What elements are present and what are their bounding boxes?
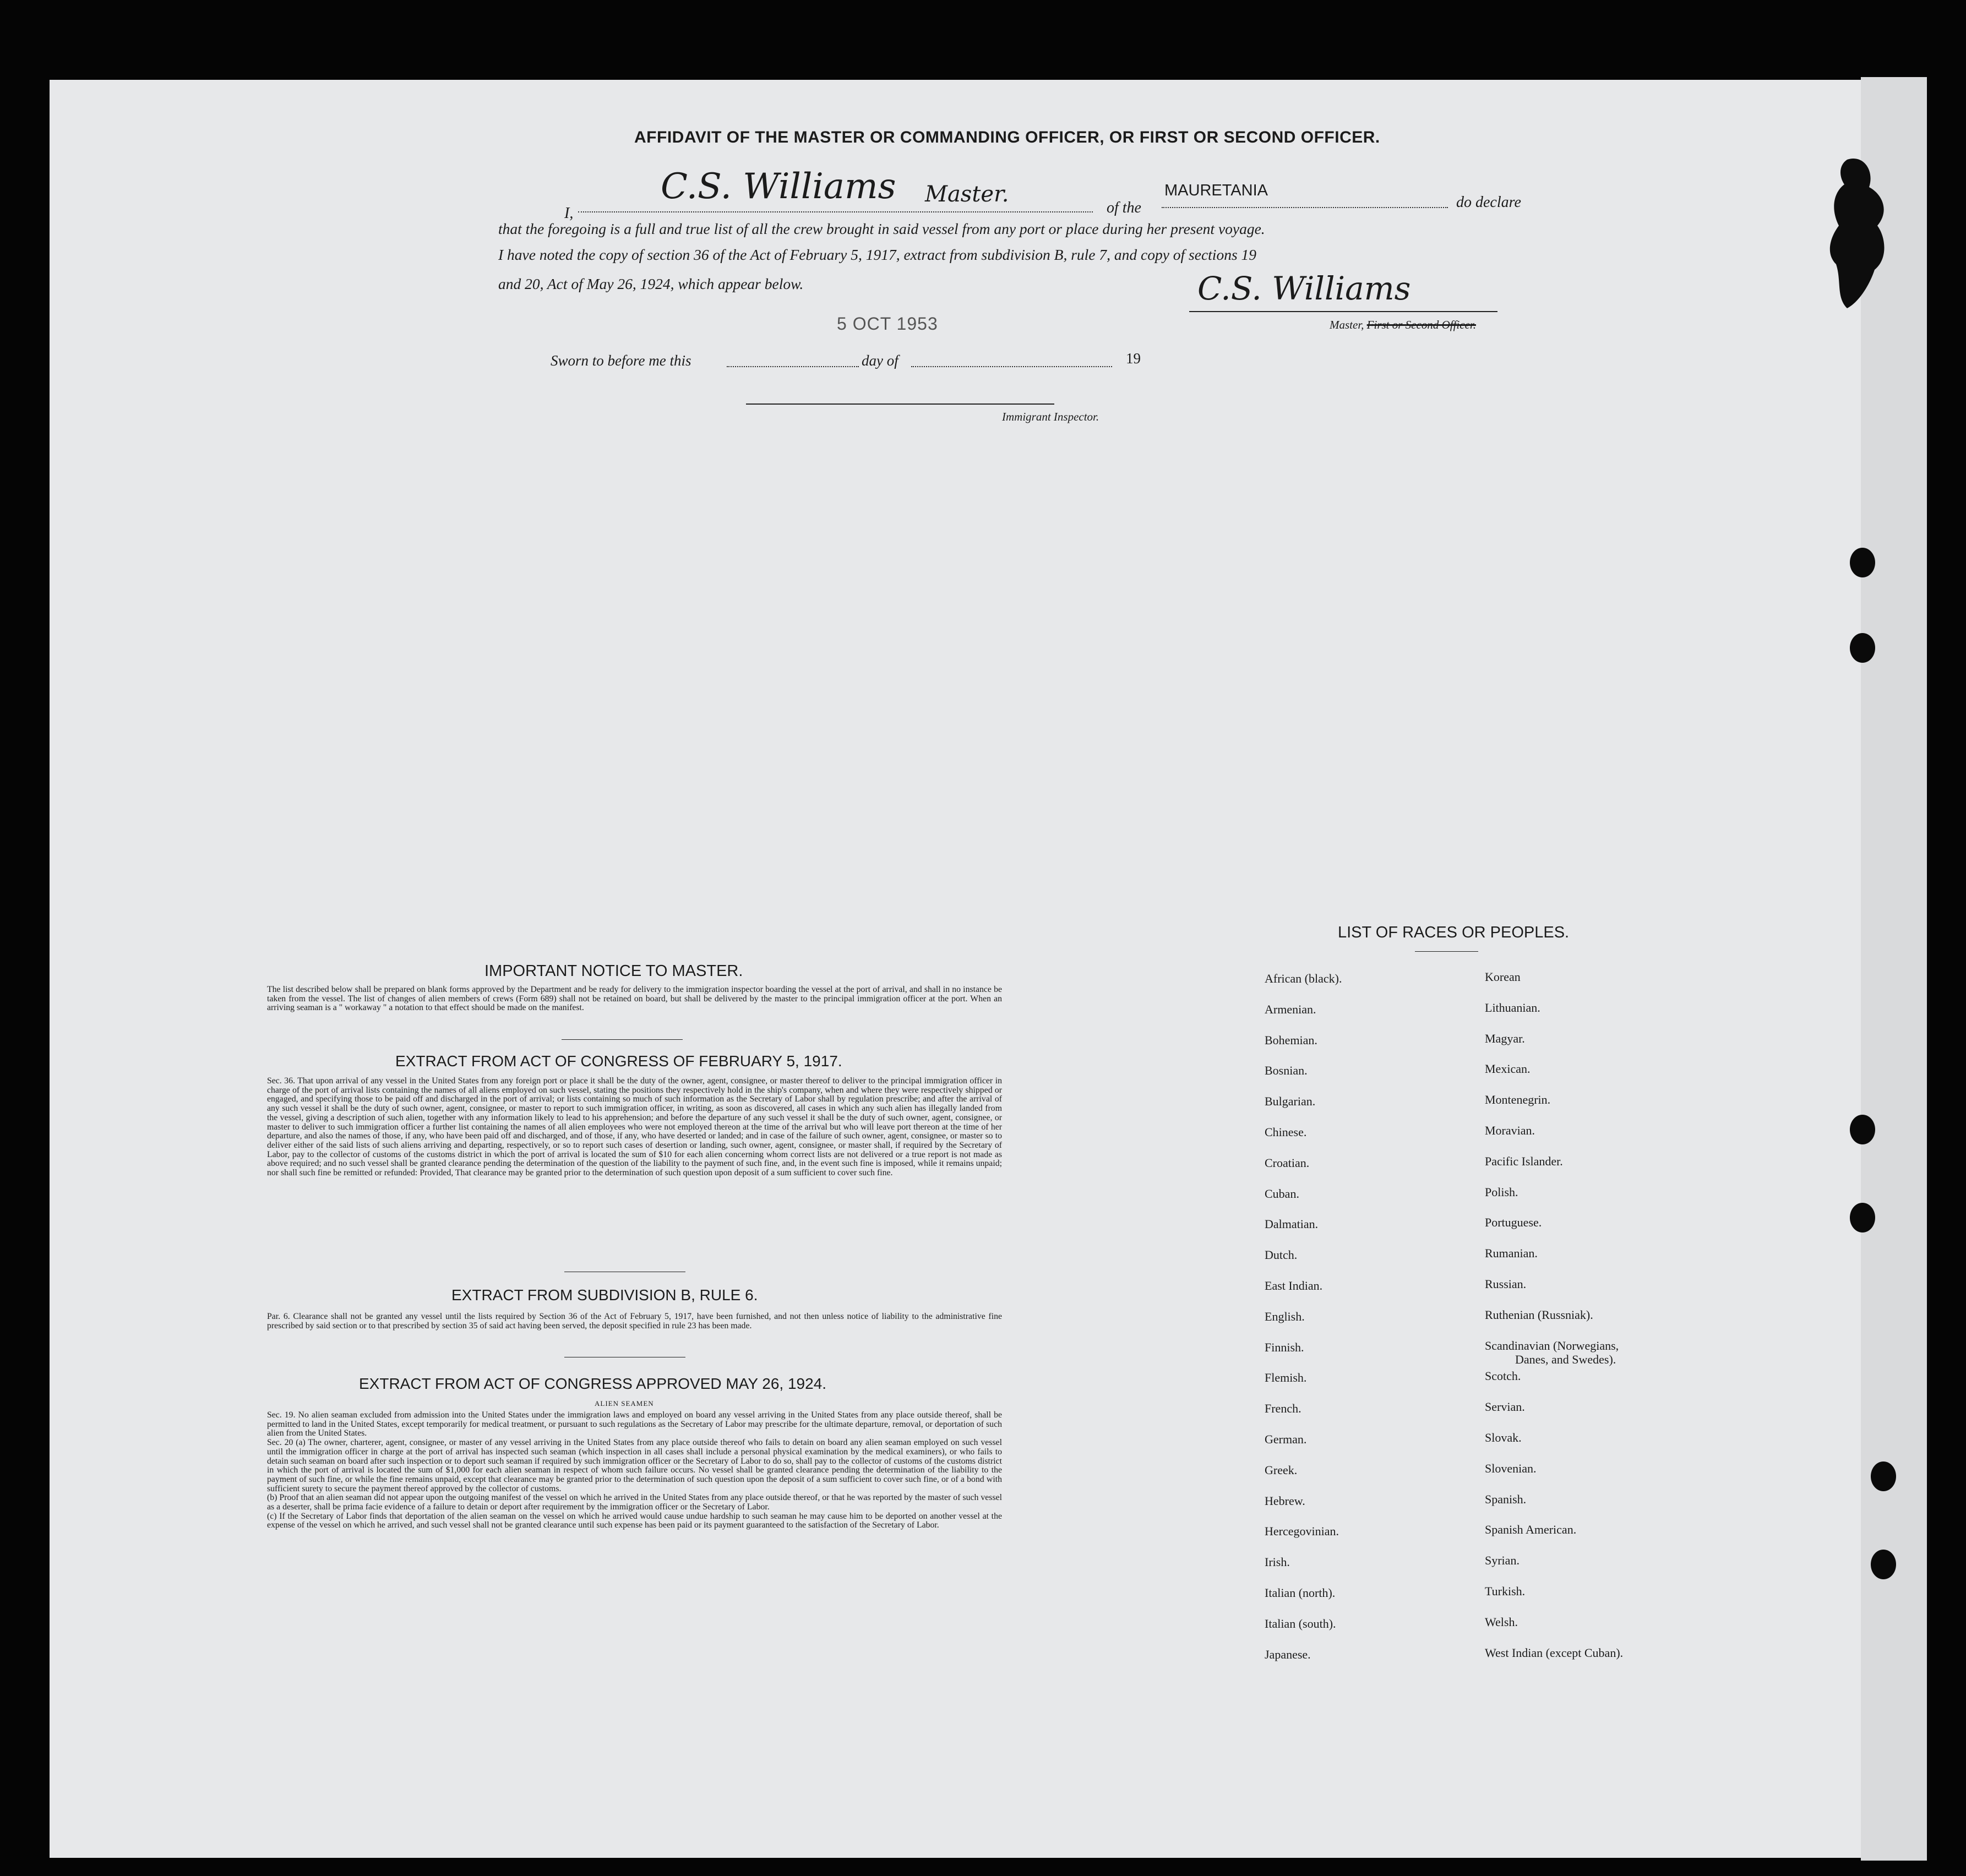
race-item: French.: [1265, 1401, 1301, 1416]
rank-handwritten: Master.: [925, 182, 1009, 207]
race-item: Turkish.: [1485, 1584, 1526, 1598]
punch-hole: [1871, 1550, 1896, 1579]
sworn-text: Sworn to before me this: [551, 352, 691, 369]
alien-seamen-subtitle: ALIEN SEAMEN: [595, 1399, 654, 1408]
struck-officer-caption: First or Second Officer.: [1366, 318, 1476, 331]
race-item: Japanese.: [1265, 1647, 1311, 1661]
race-item: African (black).: [1265, 972, 1342, 985]
vessel-line: [1162, 182, 1448, 208]
races-title: LIST OF RACES OR PEOPLES.: [1338, 924, 1570, 941]
sec-20c-text: (c) If the Secretary of Labor finds that deportation of the alien seaman on the vessel on which he arrived would cause undue hardship to such seaman he may cause him to be deported on another vessel at the expense of the vessel on which he arrived, and such vessel shall not be granted clearance until such expense has been paid or its payment guaranteed to the satisfaction of the Secretary of Labor.: [267, 1511, 1002, 1530]
i-label: I,: [564, 205, 574, 222]
punch-hole: [1850, 1115, 1875, 1144]
signature-caption: [1330, 318, 1476, 332]
race-item: Welsh.: [1485, 1615, 1518, 1629]
race-item: Hebrew.: [1265, 1493, 1305, 1508]
race-item: Syrian.: [1485, 1553, 1520, 1568]
race-item: English.: [1265, 1309, 1305, 1323]
race-item: Lithuanian.: [1485, 1000, 1540, 1015]
inspector-caption: Immigrant Inspector.: [1002, 410, 1099, 423]
do-declare-label: do declare: [1456, 194, 1521, 211]
master-signature: C.S. Williams: [1197, 270, 1411, 307]
affidavit-body-line-2: I have noted the copy of section 36 of the Act of February 5, 1917, extract from subdivision B, rule 7, and copy of sections 19: [498, 246, 1257, 263]
sworn-month-line: [911, 355, 1112, 367]
race-item: Italian (north).: [1265, 1586, 1336, 1600]
punch-hole: [1850, 548, 1875, 577]
year-prefix: 19: [1126, 350, 1141, 367]
punch-hole: [1871, 1461, 1896, 1491]
race-item: Cuban.: [1265, 1186, 1299, 1201]
vessel-name: MAURETANIA: [1164, 182, 1268, 199]
name-line: [578, 166, 1093, 212]
inspector-line: [746, 403, 1054, 405]
race-item: Bosnian.: [1265, 1064, 1308, 1078]
race-item: Finnish.: [1265, 1340, 1304, 1354]
race-item: Pacific Islander.: [1485, 1154, 1563, 1168]
notice-text: The list described below shall be prepared on blank forms approved by the Department and be ready for delivery to the immigration inspector boarding the vessel at the port of arrival, and shall in no instance be taken from the vessel. The list of changes of alien members of crews (Form 689) shall not be retained on board, but shall be delivered by the master to the principal immigration officer at the port. When an arriving seaman is a " workaway " a notation to that effect should be made on the manifest.: [267, 985, 1002, 1013]
notice-body: [245, 985, 1002, 1013]
race-item: Italian (south).: [1265, 1616, 1336, 1630]
race-item: Armenian.: [1265, 1002, 1316, 1016]
races-divider: [1415, 951, 1478, 952]
extract-rule6-title: EXTRACT FROM SUBDIVISION B, RULE 6.: [451, 1286, 758, 1304]
race-item: Bohemian.: [1265, 1033, 1317, 1047]
race-item: Chinese.: [1265, 1125, 1307, 1139]
race-item: Flemish.: [1265, 1371, 1307, 1385]
race-item: Magyar.: [1485, 1031, 1525, 1045]
race-item: Korean: [1485, 970, 1521, 984]
document-page: [50, 80, 1908, 1858]
sworn-day-line: [727, 355, 859, 367]
race-item: West Indian (except Cuban).: [1485, 1645, 1624, 1660]
race-item: Ruthenian (Russniak).: [1485, 1307, 1593, 1322]
punch-hole: [1850, 1203, 1875, 1233]
affidavit-body-line-3: and 20, Act of May 26, 1924, which appear below.: [498, 275, 804, 292]
divider: [562, 1039, 683, 1040]
race-item: Slovenian.: [1485, 1461, 1537, 1475]
race-item: Moravian.: [1485, 1124, 1535, 1137]
extract-1917-body: [245, 1077, 1002, 1178]
day-of-text: day of: [862, 352, 898, 369]
race-item: Dalmatian.: [1265, 1217, 1319, 1231]
race-item: Rumanian.: [1485, 1246, 1538, 1261]
race-continuation: Danes, and Swedes).: [1515, 1353, 1616, 1366]
race-item: Hercegovinian.: [1265, 1524, 1339, 1539]
sec-20a-text: Sec. 20 (a) The owner, charterer, agent, consignee, or master of any vessel arriving in the United States from any place outside thereof who fails to detain on board any alien seaman employed on such vessel until the immigration officer in charge at the port of arrival has inspected such seaman (which inspection in all cases shall include a personal physical examination by the medical examiners), or who fails to detain such seaman on board after such inspection or to deport such seaman if required by such immigration officer or the Secretary of Labor to do so, shall pay to the collector of customs of the customs district in which the port of arrival is located the sum of $1,000 for each alien seaman in respect of whom such failure occurs. No vessel shall be granted clearance pending the determination of the liability to the payment of such fine, or while the fine remains unpaid, except that clearance may be granted prior to the determination of such question upon the deposit of a sum sufficient to cover such fine, or of a bond with sufficient surety to secure the payment thereof approved by the collector of customs.: [267, 1438, 1002, 1493]
race-item: Slovak.: [1485, 1431, 1522, 1444]
date-stamp: 5 OCT 1953: [837, 314, 938, 334]
sec-36-text: Sec. 36. That upon arrival of any vessel in the United States from any foreign port or place it shall be the duty of the owner, agent, consignee, or master thereof to deliver to the principal immigration officer in charge of the port of arrival lists containing the names of all aliens employed on such vessel, stating the positions they respectively hold in the ship's company, when and where they were respectively shipped or engaged, and specifying those to be paid off and discharged in the port of arrival; or lists containing so much of such information as the Secretary of Labor shall by regulation prescribe; and after the arrival of any such vessel it shall be the duty of such owner, agent, consignee, or master to report to such immigration officer, in writing, as soon as discovered, all cases in which any such alien has illegally landed from the vessel, giving a description of such alien, together with any information likely to lead to his apprehension; and before the departure of any such vessel it shall be the duty of such owner, agent, consignee, or master to deliver to such immigration officer a further list containing the names of all alien employees who were not employed thereon at the time of the arrival but who will leave port thereon at the time of her departure, and also the names of those, if any, who have been paid off and discharged, and of those, if any, who have deserted or landed; and in case of the failure of such owner, agent, consignee, or master so to deliver either of the said lists of such aliens arriving and departing, respectively, or so to report such cases of desertion or landing, such owner, agent, consignee, or master shall, if required by the Secretary of Labor, pay to the collector of customs of the customs district in which the port of arrival is located the sum of $10 for each alien concerning whom correct lists are not delivered or a true report is not made as above required; and no such vessel shall be granted clearance pending the determination of the question of the liability to the payment of such fine, and, in the event such fine is imposed, while it remains unpaid; nor shall such fine be remitted or refunded: Provided, That clearance may be granted prior to the determination of such question upon deposit of a sum sufficient to cover such fine.: [267, 1076, 1002, 1178]
extract-rule6-body: [245, 1312, 1002, 1330]
race-item: Greek.: [1265, 1463, 1298, 1477]
race-item: Irish.: [1265, 1555, 1290, 1569]
extract-1924-body: [245, 1411, 1002, 1530]
race-item: Polish.: [1485, 1185, 1518, 1199]
punch-hole: [1850, 633, 1875, 663]
race-item: Spanish.: [1485, 1492, 1527, 1506]
ink-blot: [1825, 154, 1897, 314]
race-item: Croatian.: [1265, 1155, 1310, 1170]
race-item: Russian.: [1485, 1277, 1527, 1291]
master-name-handwritten: C.S. Williams: [661, 166, 896, 207]
race-item: Mexican.: [1485, 1062, 1531, 1076]
race-item: Spanish American.: [1485, 1523, 1577, 1537]
affidavit-body-line-1: that the foregoing is a full and true list of all the crew brought in said vessel from any port or place during her present voyage.: [498, 220, 1265, 237]
par-6-text: Par. 6. Clearance shall not be granted any vessel until the lists required by Section 36 of the Act of February 5, 1917, have been furnished, and not then unless notice of liability to the administrative fine prescribed by said section or to that prescribed by section 35 of said act having been served, the deposit specified in rule 23 has been made.: [267, 1312, 1002, 1330]
next-page-edge: [1861, 77, 1927, 1861]
race-item: Dutch.: [1265, 1248, 1298, 1262]
sec-19-text: Sec. 19. No alien seaman excluded from admission into the United States under the immigration laws and employed on board any vessel arriving in the United States from any place outside thereof, shall be permitted to land in the United States, except temporarily for medical treatment, or pursuant to such regulations as the Secretary of Labor may prescribe for the ultimate departure, removal, or deportation of such alien from the United States.: [267, 1410, 1002, 1438]
race-item: Montenegrin.: [1485, 1093, 1551, 1107]
affidavit-title: AFFIDAVIT OF THE MASTER OR COMMANDING OFFICER, OR FIRST OR SECOND OFFICER.: [634, 128, 1380, 146]
race-item: Scandinavian (Norwegians,: [1485, 1338, 1619, 1353]
race-item: Portuguese.: [1485, 1215, 1542, 1230]
extract-1917-title: EXTRACT FROM ACT OF CONGRESS OF FEBRUARY 5, 1917.: [395, 1052, 842, 1070]
extract-1924-title: EXTRACT FROM ACT OF CONGRESS APPROVED MAY 26, 1924.: [359, 1375, 827, 1392]
sec-20b-text: (b) Proof that an alien seaman did not appear upon the outgoing manifest of the vessel on which he arrived in the United States from any place outside thereof, or that he was reported by the master of such vessel as a deserter, shall be prima facie evidence of a failure to detain or deport after requirement by the immigration officer or the Secretary of Labor.: [267, 1493, 1002, 1512]
race-item: Servian.: [1485, 1400, 1525, 1414]
race-item: German.: [1265, 1432, 1307, 1446]
notice-title: IMPORTANT NOTICE TO MASTER.: [484, 962, 743, 980]
race-item: Scotch.: [1485, 1369, 1521, 1383]
race-item: East Indian.: [1265, 1279, 1323, 1293]
signature-line: [1189, 311, 1497, 312]
race-item: Bulgarian.: [1265, 1094, 1316, 1109]
master-caption: Master,: [1330, 318, 1364, 331]
of-the-label: of the: [1107, 199, 1141, 216]
